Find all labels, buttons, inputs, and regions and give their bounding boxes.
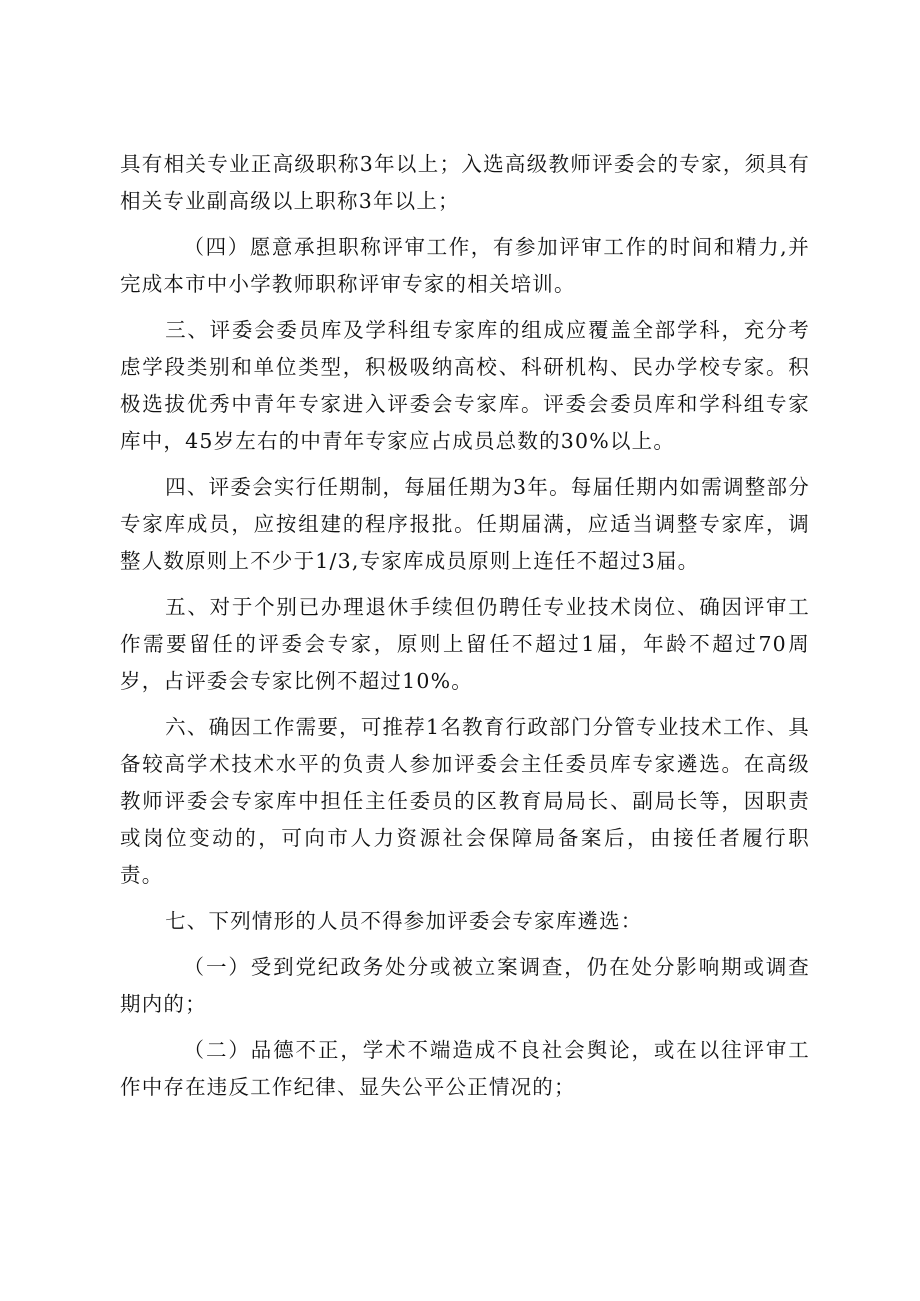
paragraph-section-3: 三、评委会委员库及学科组专家库的组成应覆盖全部学科，充分考虑学段类别和单位类型，积极吸纳高校、科研机构、民办学校专家。积极选拔优秀中青年专家进入评委会专家库。评委会委员库和学科组专家库中，45岁左右的中青年专家应占成员总数的30%以上。 xyxy=(120,318,810,453)
paragraph-continuation-qualification: 具有相关专业正高级职称3年以上；入选高级教师评委会的专家，须具有相关专业副高级以上职称3年以上； xyxy=(120,152,810,213)
paragraph-section-7-item-2: （二）品德不正，学术不端造成不良社会舆论，或在以往评审工作中存在违反工作纪律、显失公平公正情况的； xyxy=(120,1038,810,1099)
paragraph-section-7: 七、下列情形的人员不得参加评委会专家库遴选： xyxy=(165,909,643,933)
paragraph-section-7-item-1: （一）受到党纪政务处分或被立案调查，仍在处分影响期或调查期内的； xyxy=(120,955,810,1016)
document-body xyxy=(120,146,810,1115)
paragraph-section-5: 五、对于个别已办理退休手续但仍聘任专业技术岗位、确因评审工作需要留任的评委会专家，原则上留任不超过1届，年龄不超过70周岁，占评委会专家比例不超过10%。 xyxy=(120,595,810,693)
paragraph-item-4: （四）愿意承担职称评审工作，有参加评审工作的时间和精力,并完成本市中小学教师职称评审专家的相关培训。 xyxy=(120,235,810,296)
paragraph-section-4: 四、评委会实行任期制，每届任期为3年。每届任期内如需调整部分专家库成员，应按组建的程序报批。任期届满，应适当调整专家库，调整人数原则上不少于1/3,专家库成员原则上连任不超过3届。 xyxy=(120,475,810,573)
paragraph-section-6: 六、确因工作需要，可推荐1名教育行政部门分管专业技术工作、具备较高学术技术水平的负责人参加评委会主任委员库专家遴选。在高级教师评委会专家库中担任主任委员的区教育局局长、副局长等，因职责或岗位变动的，可向市人力资源社会保障局备案后，由接任者履行职责。 xyxy=(120,715,810,887)
